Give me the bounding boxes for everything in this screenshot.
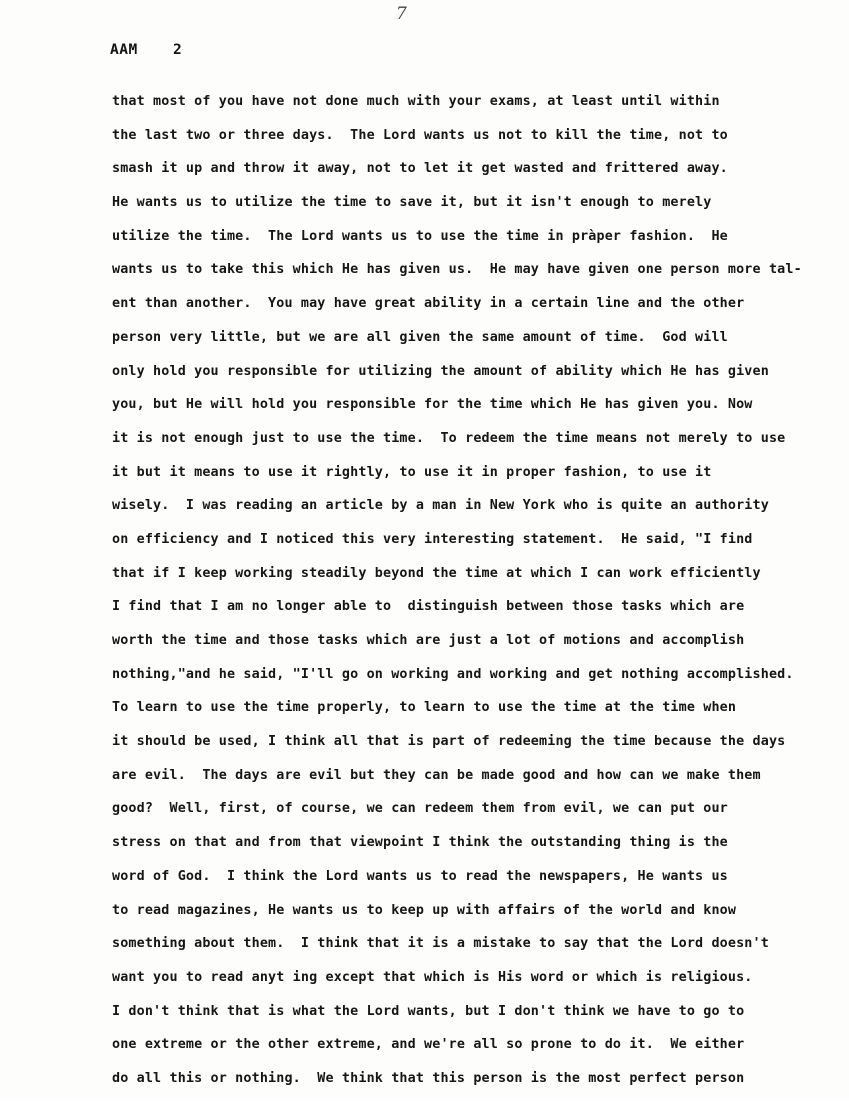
text-line: only hold you responsible for utilizing the amount of ability which He has given <box>112 363 769 379</box>
text-line: good? Well, first, of course, we can redeem them from evil, we can put our <box>112 801 728 817</box>
text-line: that if I keep working steadily beyond the time at which I can work efficiently <box>112 565 761 581</box>
text-line: it should be used, I think all that is part of redeeming the time because the days <box>112 734 786 750</box>
text-line: smash it up and throw it away, not to let it get wasted and frittered away. <box>112 161 728 177</box>
text-line: you, but He will hold you responsible for the time which He has given you. Now <box>112 397 753 413</box>
text-line: worth the time and those tasks which are just a lot of motions and accomplish <box>112 633 745 648</box>
text-line: word of God. I think the Lord wants us to read the newspapers, He wants us <box>112 868 728 884</box>
page-header <box>110 42 182 58</box>
text-line: I find that I am no longer able to distinguish between those tasks which are <box>112 599 745 615</box>
text-line: something about them. I think that it is a mistake to say that the Lord doesn't <box>112 936 769 952</box>
text-line: I don't think that is what the Lord wants, but I don't think we have to go to <box>112 1003 745 1019</box>
document-code: AAM <box>110 42 138 58</box>
text-line: nothing,"and he said, "I'll go on working and working and get nothing accomplished. <box>112 666 794 682</box>
text-line: He wants us to utilize the time to save it, but it isn't enough to merely <box>112 195 712 211</box>
text-line: wants us to take this which He has given us. He may have given one person more tal- <box>112 262 802 278</box>
text-line: the last two or three days. The Lord wants us not to kill the time, not to <box>112 127 728 143</box>
text-line: it but it means to use it rightly, to use it in proper fashion, to use it <box>112 464 712 480</box>
text-line: to read magazines, He wants us to keep up with affairs of the world and know <box>112 902 737 918</box>
page-number: 2 <box>172 42 183 58</box>
handwritten-page-mark: 7 <box>396 4 407 24</box>
text-line: want you to read anyt ing except that which is His word or which is religious. <box>112 969 753 985</box>
text-line: it is not enough just to use the time. To redeem the time means not merely to use <box>112 430 786 446</box>
text-line: are evil. The days are evil but they can be made good and how can we make them <box>112 767 761 783</box>
text-line: stress on that and from that viewpoint I think the outstanding thing is the <box>112 835 728 851</box>
text-line: one extreme or the other extreme, and we're all so prone to do it. We either <box>112 1037 745 1053</box>
text-line: wisely. I was reading an article by a man in New York who is quite an authority <box>112 498 769 514</box>
text-line: that most of you have not done much with your exams, at least until within <box>112 94 720 109</box>
text-line: ent than another. You may have great ability in a certain line and the other <box>112 296 745 312</box>
typed-body-text <box>112 90 822 1101</box>
text-line: person very little, but we are all given the same amount of time. God will <box>112 329 728 345</box>
text-line: do all this or nothing. We think that this person is the most perfect person <box>112 1070 745 1086</box>
text-line: To learn to use the time properly, to learn to use the time at the time when <box>112 700 737 716</box>
text-line: on efficiency and I noticed this very interesting statement. He said, "I find <box>112 531 753 547</box>
text-line: utilize the time. The Lord wants us to use the time in pràper fashion. He <box>112 228 728 244</box>
